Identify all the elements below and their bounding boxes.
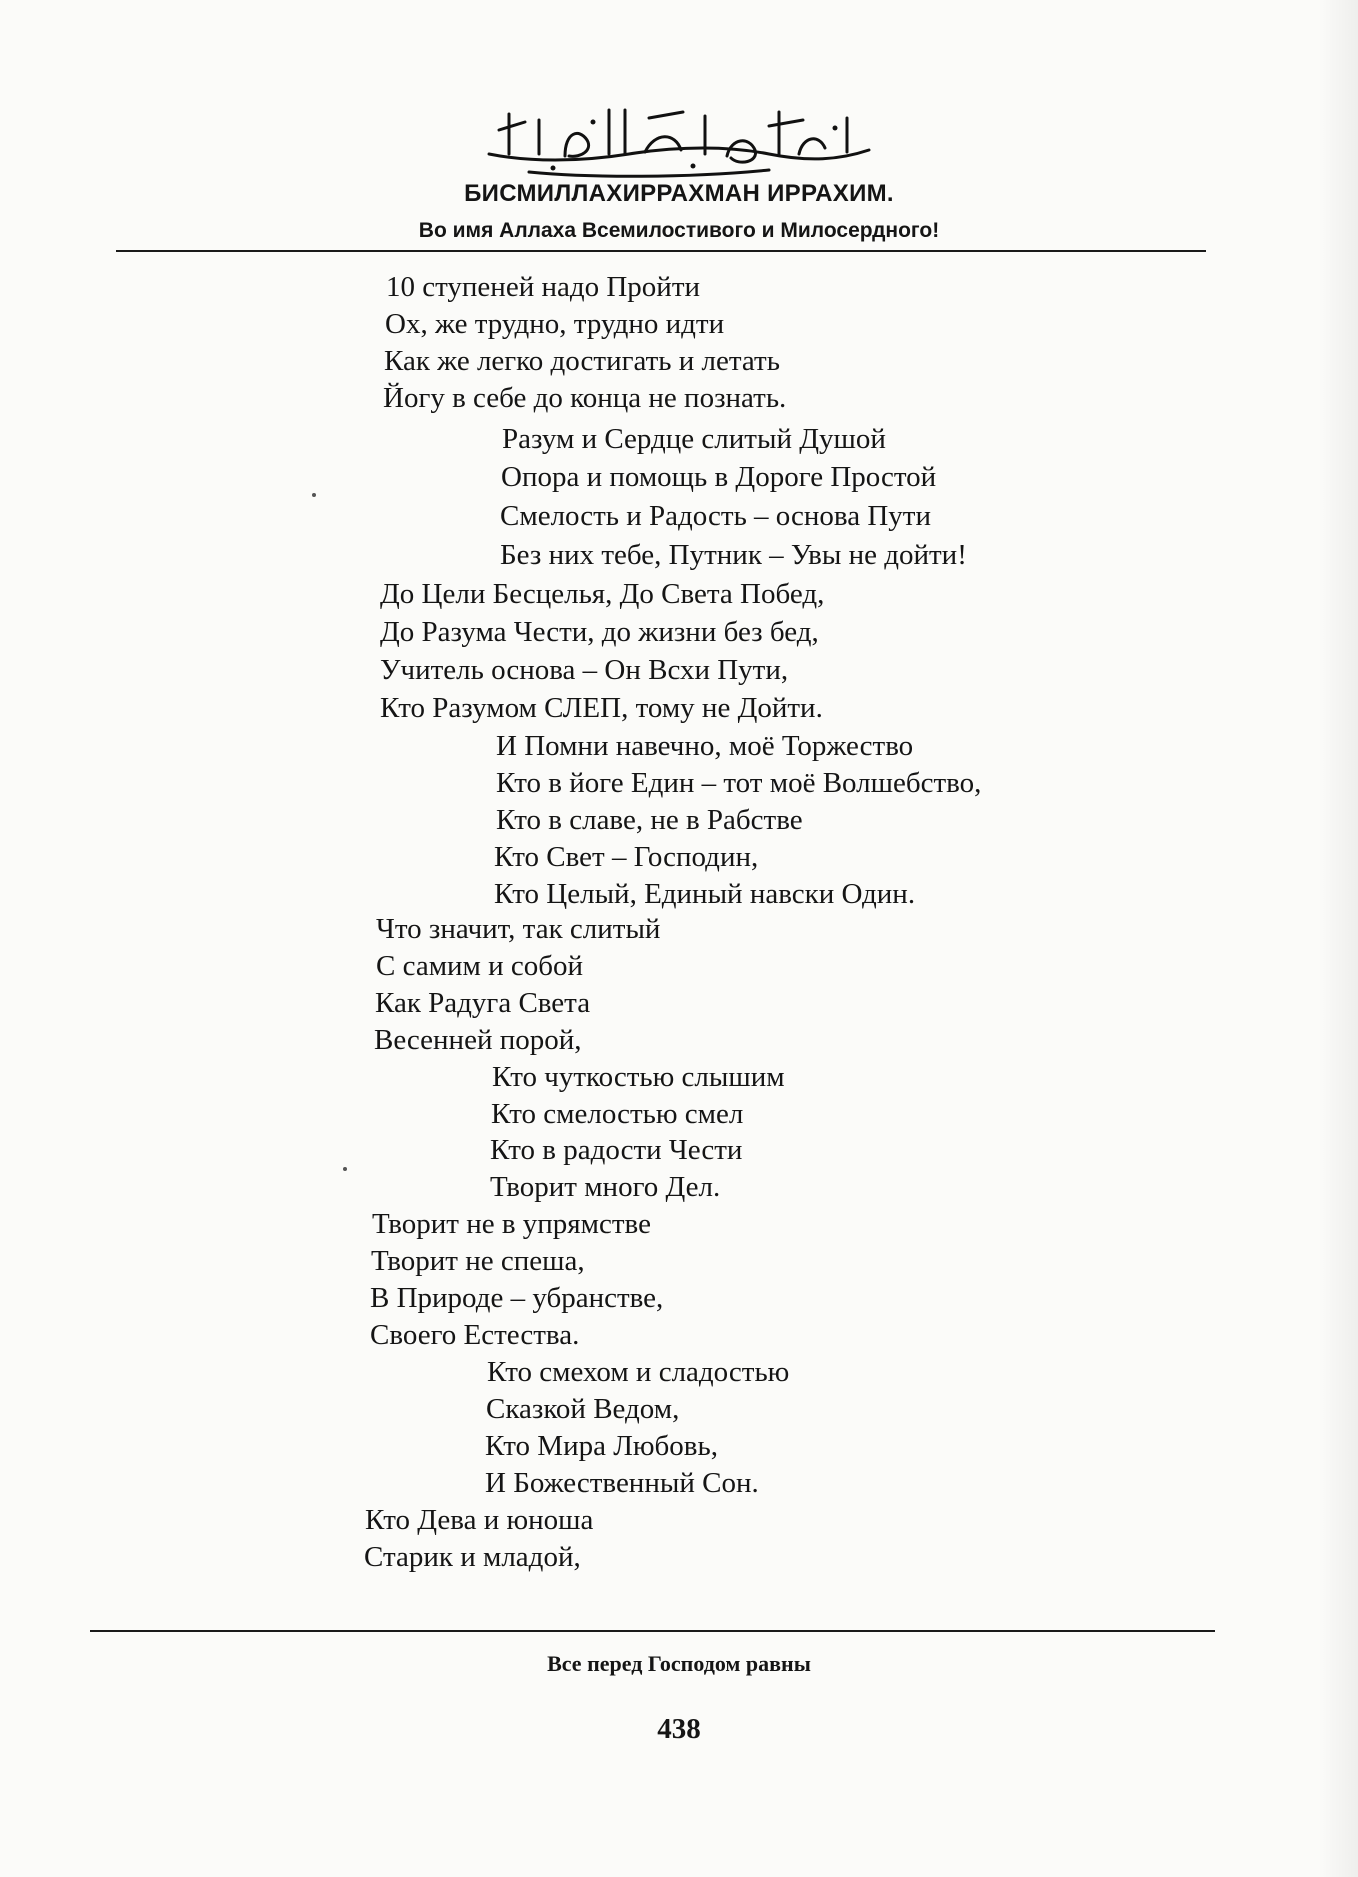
poem-line: Кто чуткостью слышим [492,1061,785,1093]
poem-line: Разум и Сердце слитый Душой [502,423,886,455]
running-footer: Все перед Господом равны [547,1651,811,1676]
poem-line: Кто Дева и юноша [365,1504,594,1536]
poem-line: В Природе – убранстве, [370,1282,664,1314]
poem-line: Кто Свет – Господин, [494,841,759,873]
poem-line: Весенней порой, [374,1024,582,1056]
poem-line: Своего Естества. [370,1319,580,1351]
poem-line: Йогу в себе до конца не познать. [383,382,787,414]
poem-line: Кто в йоге Един – тот моё Волшебство, [496,767,982,799]
poem-line: Как Радуга Света [375,987,591,1019]
scan-speck [343,1167,347,1171]
poem-line: И Помни навечно, моё Торжество [496,730,914,762]
poem-line: Кто Разумом СЛЕП, тому не Дойти. [380,692,823,724]
poem-line: Сказкой Ведом, [486,1393,680,1425]
poem-line: С самим и собой [376,950,584,982]
poem-line: Ох, же трудно, трудно идти [385,308,725,340]
poem-line: Кто в славе, не в Рабстве [496,804,803,836]
bismillah-calligraphy [469,92,889,182]
poem-line: Что значит, так слитый [376,913,661,945]
page-edge-shadow [1318,0,1358,1877]
bismillah-title: БИСМИЛЛАХИРРАХМАН ИРРАХИМ. [464,180,894,207]
bismillah-subtitle: Во имя Аллаха Всемилостивого и Милосердного! [418,219,940,242]
scan-speck [312,493,316,497]
page-header [0,92,1358,182]
poem-line: Кто Мира Любовь, [485,1430,718,1462]
poem-line: Кто Целый, Единый навски Один. [494,878,916,910]
poem-line: Творит много Дел. [490,1171,721,1203]
poem-line: До Цели Бесцелья, До Света Побед, [380,578,825,610]
poem-line: Кто смехом и сладостью [487,1356,790,1388]
footer-rule [90,1630,1215,1632]
poem-line: Как же легко достигать и летать [384,345,780,377]
header-rule [116,250,1206,252]
poem-line: Опора и помощь в Дороге Простой [501,461,937,493]
poem-line: Кто в радости Чести [490,1134,743,1166]
poem-line: Творит не в упрямстве [372,1208,651,1240]
poem-line: Кто смелостью смел [491,1098,744,1130]
poem-line: До Разума Чести, до жизни без бед, [380,616,819,648]
page-number: 438 [657,1713,701,1745]
poem-line: Творит не спеша, [371,1245,585,1277]
poem-line: Учитель основа – Он Всхи Пути, [380,654,789,686]
poem-line: Смелость и Радость – основа Пути [500,500,931,532]
poem-line: 10 ступеней надо Пройти [386,271,701,303]
poem-line: Без них тебе, Путник – Увы не дойти! [500,539,967,571]
poem-line: И Божественный Сон. [485,1467,759,1499]
poem-line: Старик и младой, [364,1541,581,1573]
